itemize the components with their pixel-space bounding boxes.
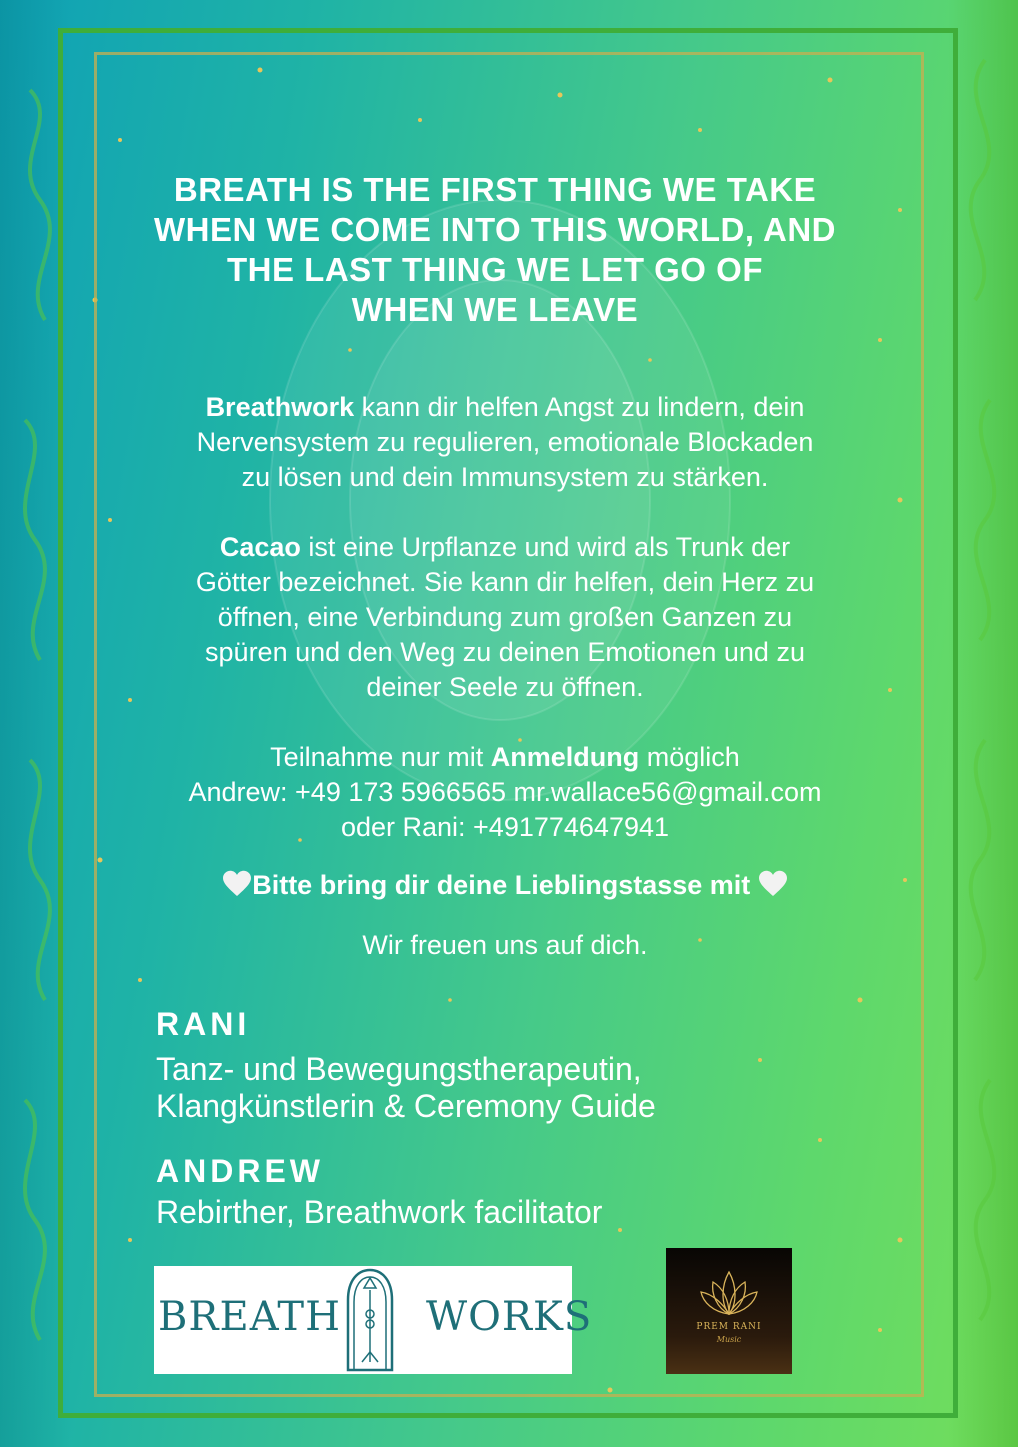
registration-suffix: möglich <box>639 742 740 772</box>
breathworks-logo <box>154 1266 593 1374</box>
keyhole-icon <box>340 1266 400 1374</box>
logo-word-breath: BREATH <box>158 1294 341 1340</box>
headline-line: BREATH IS THE FIRST THING WE TAKE <box>173 171 817 208</box>
heart-icon <box>222 870 252 898</box>
headline-line: THE LAST THING WE LET GO OF <box>227 251 763 288</box>
registration-prefix: Teilnahme nur mit <box>270 742 491 772</box>
logo-subtitle: Music <box>716 1335 742 1344</box>
paragraph-text: kann dir helfen Angst zu lindern, dein <box>354 392 805 422</box>
paragraph-line <box>110 390 900 425</box>
andrew-contact: Andrew: +49 173 5966565 mr.wallace56@gmail.com <box>188 777 822 807</box>
prem-rani-logo <box>666 1248 792 1374</box>
paragraph-line: zu lösen und dein Immunsystem zu stärken. <box>241 462 769 492</box>
heart-icon <box>758 870 788 898</box>
headline-line: WHEN WE COME INTO THIS WORLD, AND <box>154 211 836 248</box>
mug-note <box>110 870 900 901</box>
cacao-term: Cacao <box>219 532 301 562</box>
rani-role <box>156 1051 796 1125</box>
headline-line: WHEN WE LEAVE <box>351 291 639 328</box>
andrew-name: ANDREW <box>156 1153 324 1189</box>
logo-word-works: WORKS <box>426 1294 593 1340</box>
registration-line <box>110 740 900 775</box>
andrew-role: Rebirther, Breathwork facilitator <box>156 1194 603 1230</box>
paragraph-text: ist eine Urpflanze und wird als Trunk der <box>300 532 791 562</box>
paragraph-line: Götter bezeichnet. Sie kann dir helfen, dein Herz zu <box>195 567 815 597</box>
registration-term: Anmeldung <box>490 742 640 772</box>
breathwork-paragraph <box>110 390 900 495</box>
breathwork-term: Breathwork <box>205 392 355 422</box>
role-line: Tanz- und Bewegungstherapeutin, <box>156 1051 642 1087</box>
paragraph-line <box>110 530 900 565</box>
logo-title: PREM RANI <box>696 1322 762 1332</box>
paragraph-line: deiner Seele zu öffnen. <box>366 672 644 702</box>
rani-contact: oder Rani: +491774647941 <box>340 812 670 842</box>
mug-note-text: Bitte bring dir deine Lieblingstasse mit <box>252 870 758 900</box>
headline-quote <box>100 170 890 330</box>
lotus-icon <box>699 1270 759 1316</box>
cacao-paragraph <box>110 530 900 705</box>
role-line: Klangkünstlerin & Ceremony Guide <box>156 1088 656 1124</box>
registration-info <box>110 740 900 845</box>
thanks-line: Wir freuen uns auf dich. <box>362 930 648 960</box>
paragraph-line: spüren und den Weg zu deinen Emotionen und zu <box>205 637 805 667</box>
rani-name: RANI <box>156 1006 251 1042</box>
paragraph-line: Nervensystem zu regulieren, emotionale Blockaden <box>196 427 814 457</box>
paragraph-line: öffnen, eine Verbindung zum großen Ganzen zu <box>217 602 793 632</box>
